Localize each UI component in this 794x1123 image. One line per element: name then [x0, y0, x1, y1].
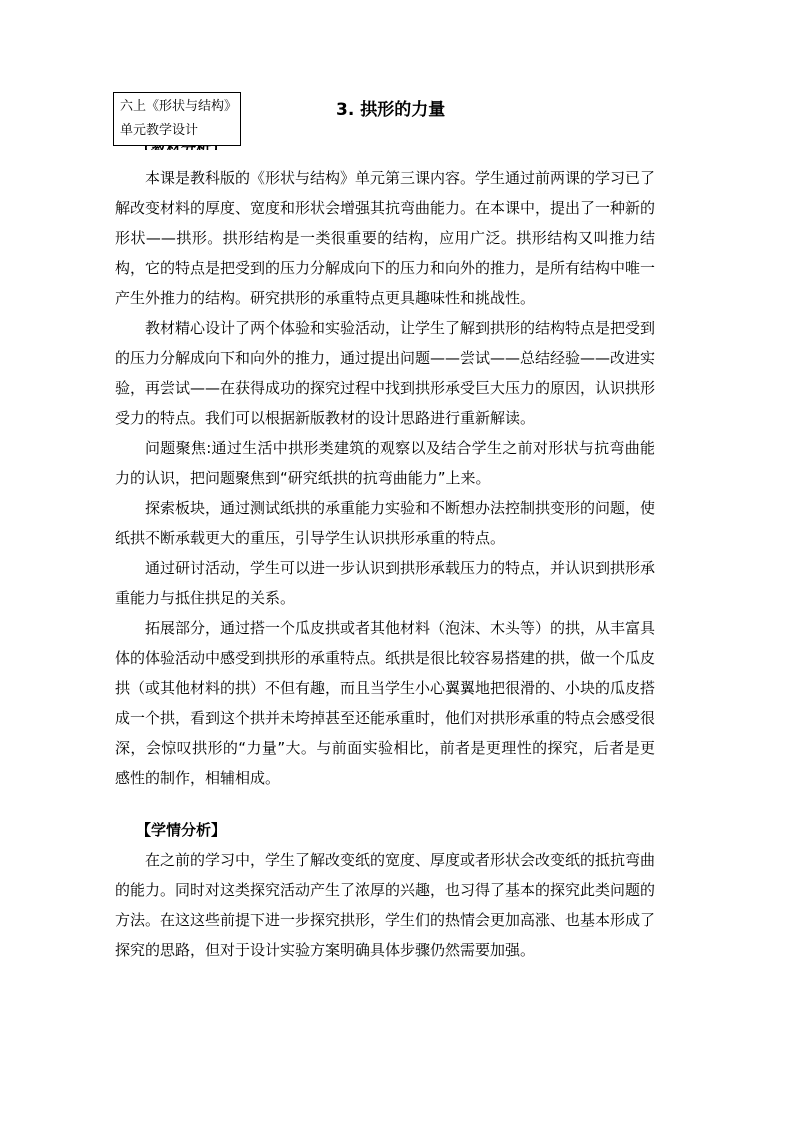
- paragraph: 本课是教科版的《形状与结构》单元第三课内容。学生通过前两课的学习已了解改变材料的厚度、宽度和形状会增强其抗弯曲能力。在本课中，提出了一种新的形状——拱形。拱形结构是一类很重要的结构，应用广泛。拱形结构又叫推力结构，它的特点是把受到的压力分解成向下的压力和向外的推力，是所有结构中唯一产生外推力的结构。研究拱形的承重特点更具趣味性和挑战性。: [115, 169, 656, 307]
- unit-label-line-2: 单元教学设计: [120, 123, 199, 138]
- unit-label-line-1: 六上《形状与结构》: [120, 99, 238, 114]
- lesson-title: 3. 拱形的力量: [336, 100, 446, 120]
- paragraph: 教材精心设计了两个体验和实验活动，让学生了解到拱形的结构特点是把受到的压力分解成向下和向外的推力，通过提出问题——尝试——总结经验——改进实验，再尝试——在获得成功的探究过程中找到拱形承受巨大压力的原因，认识拱形受力的特点。我们可以根据新版教材的设计思路进行重新解读。: [115, 319, 656, 427]
- unit-label-box: [113, 92, 241, 146]
- textbook-analysis-section: [115, 163, 655, 793]
- paragraph: 通过研讨活动，学生可以进一步认识到拱形承载压力的特点，并认识到拱形承重能力与抵住拱足的关系。: [115, 559, 656, 607]
- paragraph: 拓展部分，通过搭一个瓜皮拱或者其他材料（泡沫、木头等）的拱，从丰富具体的体验活动中感受到拱形的承重特点。纸拱是很比较容易搭建的拱，做一个瓜皮拱（或其他材料的拱）不但有趣，而且当学生小心翼翼地把很滑的、小块的瓜皮搭成一个拱，看到这个拱并未垮掉甚至还能承重时，他们对拱形承重的特点会感受很深，会惊叹拱形的“力量”大。与前面实验相比，前者是更理性的探究，后者是更感性的制作，相辅相成。: [115, 619, 656, 787]
- section-heading-learner-analysis: 【学情分析】: [136, 821, 227, 839]
- paragraph: 探索板块，通过测试纸拱的承重能力实验和不断想办法控制拱变形的问题，使纸拱不断承载更大的重压，引导学生认识拱形承重的特点。: [115, 499, 656, 547]
- learner-analysis-section: [115, 845, 655, 965]
- paragraph: 问题聚焦:通过生活中拱形类建筑的观察以及结合学生之前对形状与抗弯曲能力的认识，把问题聚焦到“研究纸拱的抗弯曲能力”上来。: [115, 439, 655, 487]
- paragraph: 在之前的学习中，学生了解改变纸的宽度、厚度或者形状会改变纸的抵抗弯曲的能力。同时对这类探究活动产生了浓厚的兴趣，也习得了基本的探究此类问题的方法。在这这些前提下进一步探究拱形，学生们的热情会更加高涨、也基本形成了探究的思路，但对于设计实验方案明确具体步骤仍然需要加强。: [115, 851, 656, 959]
